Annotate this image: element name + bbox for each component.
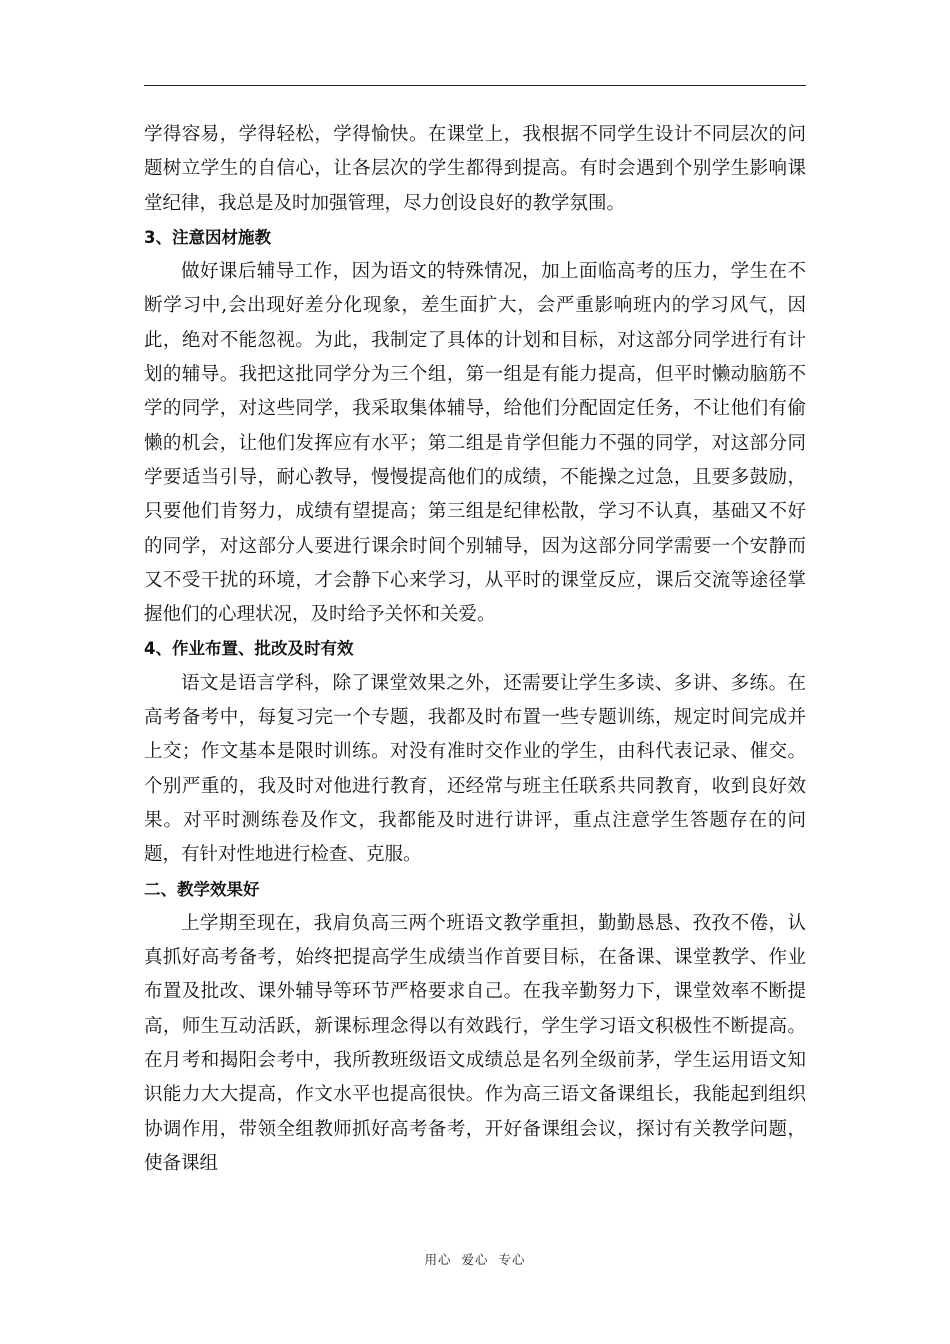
paragraph-continued: 学得容易，学得轻松，学得愉快。在课堂上，我根据不同学生设计不同层次的问题树立学生的自信心，让各层次的学生都得到提高。有时会遇到个别学生影响课堂纪律，我总是及时加强管理，尽力创设良好的教学氛围。 bbox=[144, 124, 806, 214]
paragraph-homework: 语文是语言学科，除了课堂效果之外，还需要让学生多读、多讲、多练。在高考备考中，每复习完一个专题，我都及时布置一些专题训练，规定时间完成并上交；作文基本是限时训练。对没有准时交作业的学生，由科代表记录、催交。个别严重的，我及时对他进行教育，还经常与班主任联系共同教育，收到良好效果。对平时测练卷及作文，我都能及时进行讲评，重点注意学生答题存在的问题，有针对性地进行检查、克服。 bbox=[144, 672, 806, 866]
paragraph-tutoring: 做好课后辅导工作，因为语文的特殊情况，加上面临高考的压力，学生在不断学习中,会出现好差分化现象，差生面扩大，会严重影响班内的学习风气，因此，绝对不能忽视。为此，我制定了具体的计划和目标，对这部分同学进行有计划的辅导。我把这批同学分为三个组，第一组是有能力提高，但平时懒动脑筋不学的同学，对这些同学，我采取集体辅导，给他们分配固定任务，不让他们有偷懒的机会，让他们发挥应有水平；第二组是肯学但能力不强的同学，对这部分同学要适当引导，耐心教导，慢慢提高他们的成绩，不能操之过急，且要多鼓励，只要他们肯努力，成绩有望提高；第三组是纪律松散，学习不认真，基础又不好的同学，对这部分人要进行课余时间个别辅导，因为这部分同学需要一个安静而又不受干扰的环境，才会静下心来学习，从平时的课堂反应，课后交流等途径掌握他们的心理状况，及时给予关怀和关爱。 bbox=[144, 261, 806, 626]
document-body bbox=[144, 118, 806, 1181]
header-rule bbox=[144, 85, 806, 86]
paragraph-results: 上学期至现在，我肩负高三两个班语文教学重担，勤勤恳恳、孜孜不倦，认真抓好高考备考，始终把提高学生成绩当作首要目标，在备课、课堂教学、作业布置及批改、课外辅导等环节严格要求自己。在我辛勤努力下，课堂效率不断提高，师生互动活跃，新课标理念得以有效践行，学生学习语文积极性不断提高。在月考和揭阳会考中，我所教班级语文成绩总是名列全级前茅，学生运用语文知识能力大大提高，作文水平也提高很快。作为高三语文备课组长，我能起到组织协调作用，带领全组教师抓好高考备考，开好备课组会议，探讨有关教学问题，使备课组 bbox=[144, 912, 806, 1174]
section-heading-4: 4、作业布置、批改及时有效 bbox=[144, 639, 354, 659]
section-heading-3: 3、注意因材施教 bbox=[144, 227, 271, 247]
section-heading-two: 二、教学效果好 bbox=[144, 879, 260, 899]
page-footer: 用心 爱心 专心 bbox=[424, 1252, 526, 1267]
